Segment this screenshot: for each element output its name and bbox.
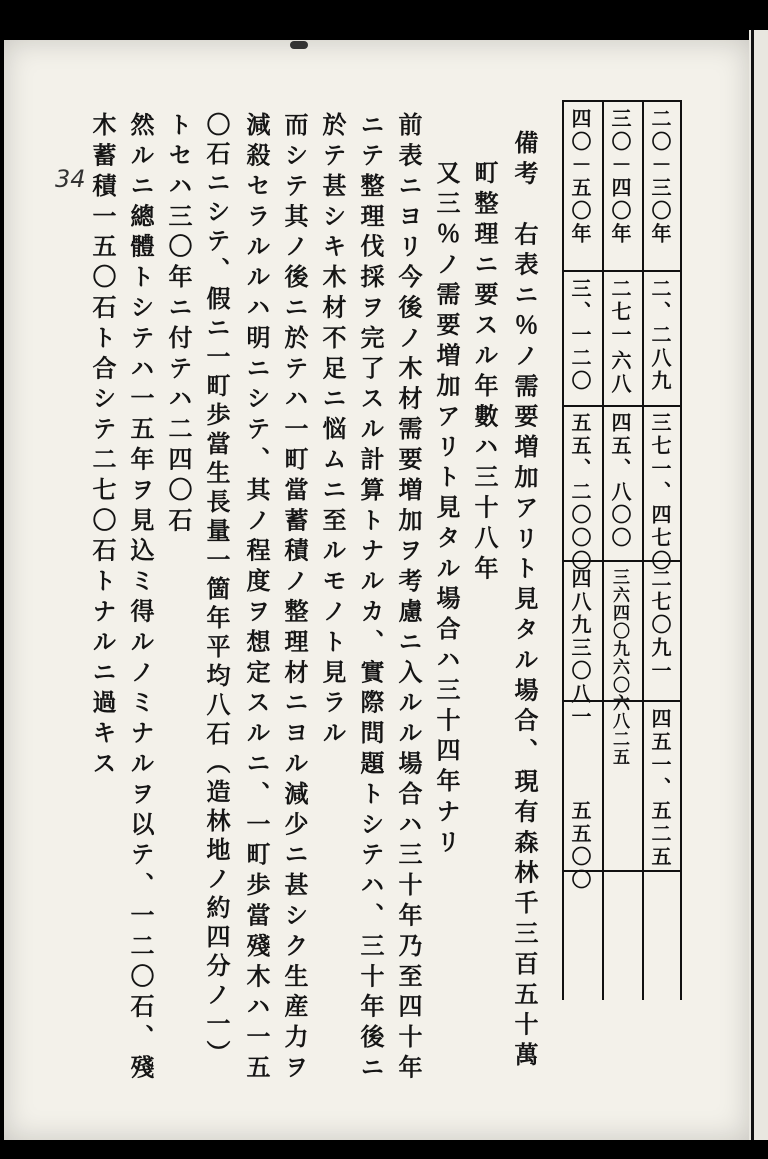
text-column: 木蓄積一五〇石ト合シテ二七〇石トナルニ過キス (88, 112, 117, 781)
text-column: 然ルニ總體トシテハ一五年ヲ見込ミ得ルノミナルヲ以テ、一二〇石、殘 (126, 112, 155, 1085)
text-column: ニテ整理伐採ヲ完了スル計算トナルカ、實際問題トシテハ、三十年後ニ (356, 112, 385, 1085)
table-cell-value: 六八 (608, 350, 632, 396)
binding-mark (290, 41, 308, 49)
text-column: 〇石ニシテ、假ニ一町歩當生長量一箇年平均八石（造林地ノ約四分ノ一） (202, 112, 231, 1069)
text-column: トセハ三〇年ニ付テハ二四〇石 (164, 112, 193, 538)
table-cell-value: 五五、二〇〇〇 (568, 412, 592, 573)
text-column: 於テ甚シキ木材不足ニ悩ムニ至ルモノト見ラル (318, 112, 347, 751)
table-cell-value: 五五〇〇 (568, 800, 592, 892)
table-cell-range: 三〇－四〇年 (608, 108, 632, 246)
table-cell-value: 四五、八〇〇 (608, 412, 632, 550)
text-column: 町整理ニ要スル年數ハ三十八年 (470, 160, 499, 586)
table-cell-range: 二〇－三〇年 (648, 108, 672, 246)
table-column-line (680, 100, 682, 1000)
table-cell-value: 三七一、四七〇 (648, 412, 672, 573)
table-cell-value: 三六四〇九六〇六八二五 (609, 568, 629, 766)
text-column: 又三％ノ需要増加アリト見タル場合ハ三十四年ナリ (432, 160, 461, 860)
table-cell-area: 三、一二〇 (568, 278, 592, 393)
table-cell-area: 二七一 (608, 278, 632, 347)
page-number: 34 (55, 165, 86, 193)
table-cell-value: 二七〇九一 (648, 568, 672, 683)
table-cell-range: 四〇－五〇年 (568, 108, 592, 246)
table-cell-area: 二、二八九 (648, 278, 672, 393)
text-column: 備考 右表ニ％ノ需要増加アリト見タル場合、現有森林千三百五十萬 (510, 130, 539, 1073)
page-edge (749, 30, 768, 1140)
text-column: 而シテ其ノ後ニ於テハ一町當蓄積ノ整理材ニヨル減少ニ甚シク生産力ヲ (280, 112, 309, 1085)
data-table (562, 100, 682, 1000)
table-cell-value: 四五一、五二五 (648, 708, 672, 869)
text-column: 減殺セラルルハ明ニシテ、其ノ程度ヲ想定スルニ、一町歩當殘木ハ一五 (242, 112, 271, 1085)
table-cell-value: 四八九三〇八一 (568, 568, 592, 729)
text-column: 前表ニヨリ今後ノ木材需要増加ヲ考慮ニ入ルル場合ハ三十年乃至四十年 (394, 112, 423, 1085)
